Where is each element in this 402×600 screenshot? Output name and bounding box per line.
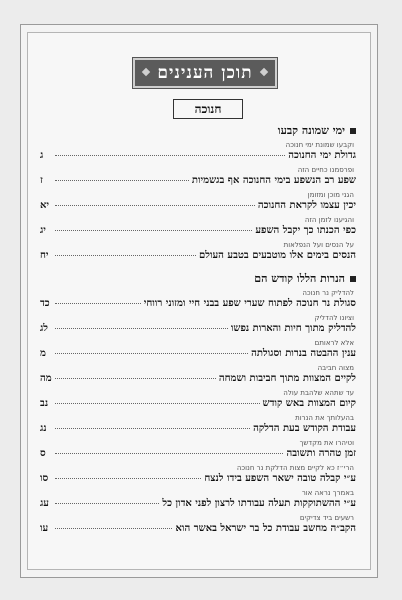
table-of-contents: [40, 124, 356, 574]
entry-page-number: נב: [40, 398, 49, 409]
leader-dots: [55, 353, 248, 354]
entry-page-number: ג: [40, 150, 44, 161]
entry-source-quote: אלא לראותם: [314, 339, 354, 347]
entry-title: לקיים המצוות מתוך חביבות ושמחה: [218, 373, 356, 384]
entry-title: גדולת ימי החנוכה: [288, 150, 356, 161]
entry-page-number: יח: [40, 250, 49, 261]
entry-source-quote: וטיהרו את מקדשך: [299, 439, 354, 447]
entry-source-quote: להדליק נר חנוכה: [302, 289, 354, 297]
diamond-ornament-icon: [260, 68, 268, 76]
toc-entry[interactable]: [40, 514, 356, 535]
entry-source-quote: מצוה חביבה: [317, 364, 354, 372]
toc-entry[interactable]: [40, 439, 356, 460]
leader-dots: [55, 403, 260, 404]
toc-entry[interactable]: [40, 414, 356, 435]
entry-title: יכין עצמו לקראת החנוכה: [257, 200, 356, 211]
toc-entry[interactable]: [40, 339, 356, 360]
leader-dots: [55, 528, 172, 529]
entry-page-number: עו: [40, 523, 49, 534]
leader-dots: [55, 180, 189, 181]
entry-title: עבודת הקודש בעת הדלקה: [253, 423, 356, 434]
entry-page-number: יג: [40, 225, 46, 236]
entry-source-quote: הרי״ז כא לקיים מצות הדלקת נר חנוכה: [236, 464, 354, 472]
section-label: חנוכה: [194, 101, 222, 116]
toc-entry[interactable]: [40, 464, 356, 485]
entry-source-quote: בהעלותך את הנרות: [295, 414, 354, 422]
leader-dots: [55, 303, 141, 304]
entry-title: להדליק מתוך חיות והארות נפשו: [230, 323, 356, 334]
section-label-box: [173, 99, 243, 119]
chapter-heading: ימי שמונה קבעו: [40, 124, 356, 137]
toc-title-plaque: [133, 58, 277, 88]
toc-entry[interactable]: [40, 364, 356, 385]
entry-page-number: מ: [40, 348, 46, 359]
entry-page-number: סו: [40, 473, 49, 484]
entry-source-quote: רשעים ביד צדיקים: [299, 514, 354, 522]
leader-dots: [55, 453, 283, 454]
entry-page-number: נג: [40, 423, 47, 434]
leader-dots: [55, 230, 252, 231]
leader-dots: [55, 478, 201, 479]
entry-page-number: מה: [40, 373, 52, 384]
entry-source-quote: עד שתהא שלהבת עולה: [283, 389, 354, 397]
chapter-heading: הנרות הללו קודש הם: [40, 272, 356, 285]
entry-title: הנסים בימים אלו מוטבעים בטבע העולם: [199, 250, 356, 261]
square-bullet-icon: [350, 276, 356, 282]
leader-dots: [55, 503, 159, 504]
toc-entry[interactable]: [40, 216, 356, 237]
toc-entry[interactable]: [40, 314, 356, 335]
toc-entry[interactable]: [40, 141, 356, 162]
toc-entry[interactable]: [40, 289, 356, 310]
entry-title: שפע רב הנשפע בימי החנוכה אף בגשמיות: [191, 175, 356, 186]
entry-source-quote: באמרך נראה אור: [301, 489, 354, 497]
entry-source-quote: וקבעו שמונת ימי חנוכה: [285, 141, 354, 149]
diamond-ornament-icon: [142, 68, 150, 76]
entry-title: ע״י קבלה טובה ישאר השפע בידו לנצח: [204, 473, 356, 484]
entry-page-number: ס: [40, 448, 46, 459]
toc-entry[interactable]: [40, 489, 356, 510]
toc-entry[interactable]: [40, 191, 356, 212]
leader-dots: [55, 155, 285, 156]
entry-page-number: יא: [40, 200, 50, 211]
entry-source-quote: ופרסמנו כחיים הזה: [297, 166, 354, 174]
square-bullet-icon: [350, 128, 356, 134]
leader-dots: [55, 205, 255, 206]
entry-title: כפי הכנתו כך יקבל השפע: [255, 225, 356, 236]
entry-title: סגולת נר חנוכה לפתוח שערי שפע בבני חיי ומזוני רווחי: [143, 298, 356, 309]
entry-page-number: ז: [40, 175, 43, 186]
entry-source-quote: וציונו להדליק: [314, 314, 354, 322]
entry-title: הקב״ה מחשב עבודת כל בר ישראל באשר הוא: [175, 523, 356, 534]
leader-dots: [55, 328, 228, 329]
toc-title: תוכן הענינים: [157, 63, 253, 83]
entry-source-quote: הגני מוכן ומזומן: [307, 191, 354, 199]
toc-entry[interactable]: [40, 241, 356, 262]
leader-dots: [55, 428, 250, 429]
entry-page-number: עג: [40, 498, 49, 509]
entry-title: ענין ההבטה בנרות וסגולתה: [251, 348, 356, 359]
entry-source-quote: על הנסים ועל הנפלאות: [283, 241, 354, 249]
toc-entry[interactable]: [40, 166, 356, 187]
entry-title: זמן טהרה ותשובה: [286, 448, 356, 459]
leader-dots: [55, 255, 196, 256]
entry-title: ע״י ההשתוקקות תעלה עבודתו לרצון לפני אדון כל: [162, 498, 356, 509]
leader-dots: [55, 378, 216, 379]
entry-page-number: לג: [40, 323, 48, 334]
toc-entry[interactable]: [40, 389, 356, 410]
entry-source-quote: והגיענו לזמן הזה: [304, 216, 354, 224]
entry-page-number: כד: [40, 298, 50, 309]
entry-title: קיום המצוות באש קודש: [262, 398, 356, 409]
